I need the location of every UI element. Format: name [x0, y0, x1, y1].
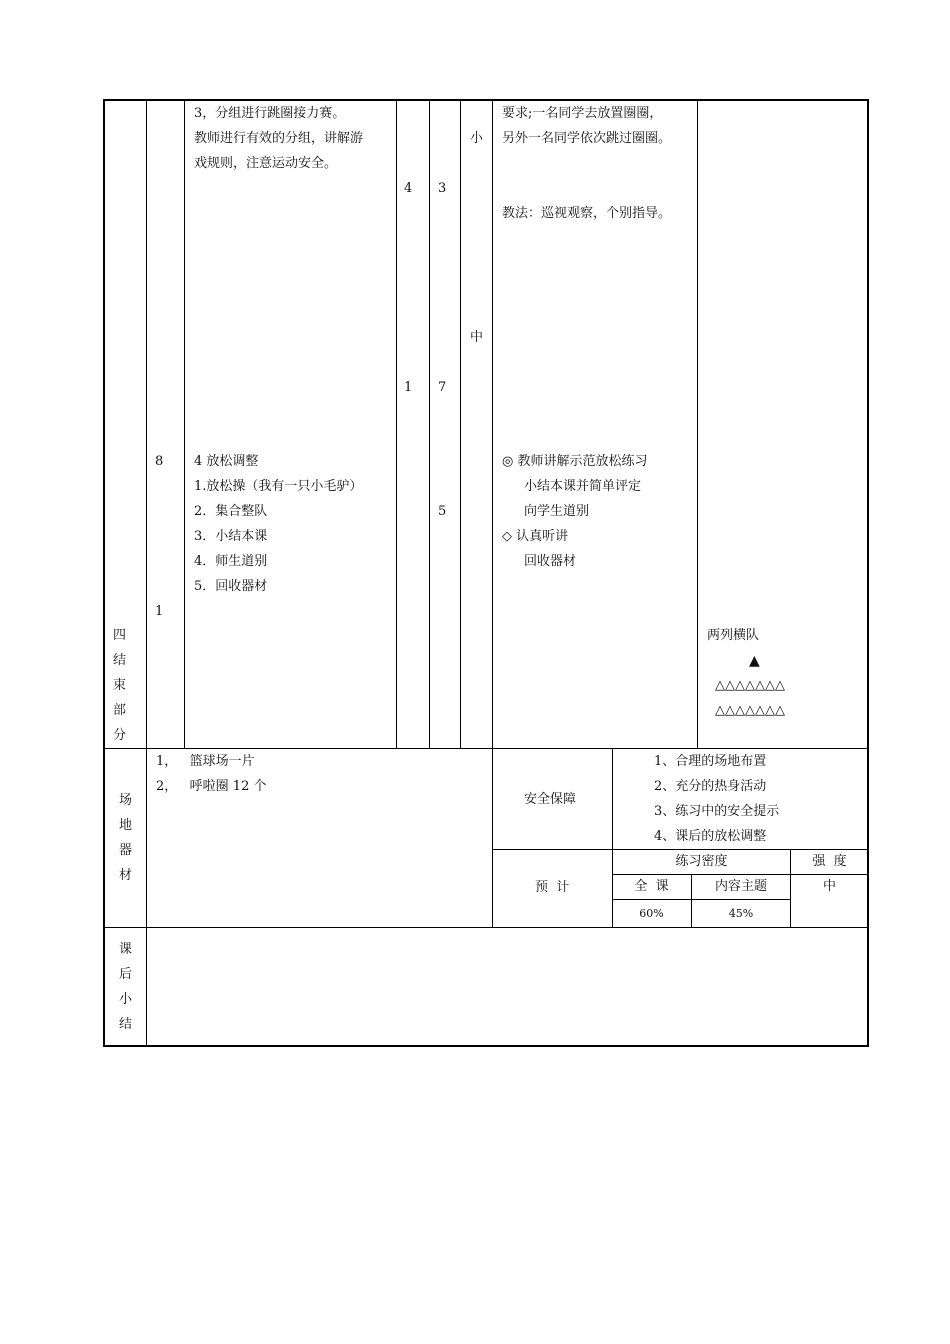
safety-label: 安全保障: [524, 792, 577, 807]
topic-header: 内容主题: [714, 879, 767, 894]
student-row-1: △△△△△△△: [715, 678, 785, 693]
whole-class-value: 60%: [639, 907, 664, 920]
student-row-2: △△△△△△△: [715, 703, 785, 718]
intensity-value: 中: [822, 879, 836, 894]
formation-title: 两列横队: [707, 628, 760, 643]
density-header: 练习密度: [675, 854, 728, 869]
summary-area[interactable]: [147, 928, 867, 1045]
intensity-header: 强 度: [812, 854, 847, 869]
teacher-marker: ▲: [749, 653, 760, 669]
whole-class-header: 全 课: [634, 879, 669, 894]
forecast-label: 预 计: [535, 880, 570, 895]
topic-value: 45%: [728, 907, 754, 920]
